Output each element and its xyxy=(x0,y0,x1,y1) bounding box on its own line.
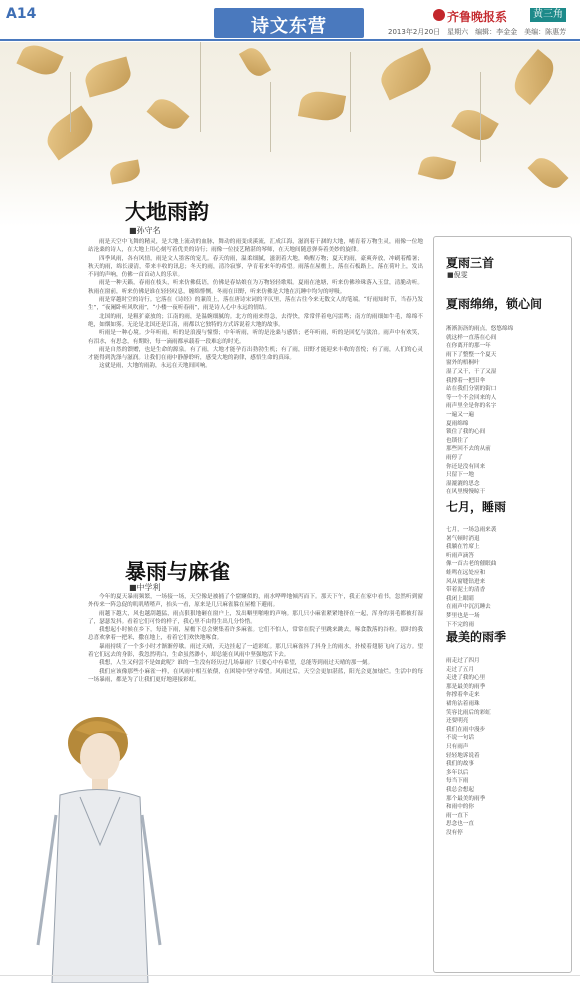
paragraph: 雨越下越大，风也越刮越猛，雨点狠狠地砸在窗户上，发出噼里啪啦的声响。那几只小麻雀紧紧地挤在一起，浑身的羽毛都被打湿了，瑟瑟发抖。看着它们可怜的样子，我心里不由得生出几分怜惜。 xyxy=(88,610,423,625)
leaf-icon xyxy=(239,44,271,80)
paragraph: 我们应该像那些小麻雀一样，在风雨中相互依偎，在困境中坚守希望。风雨过后，天空会更加湛蓝，阳光会更加灿烂。生活中的每一场暴雨，都是为了让我们更好地迎接彩虹。 xyxy=(88,668,423,683)
boy-illustration xyxy=(20,705,170,983)
paragraph: 北国的雨，是粗犷豪放的；江南的雨，是温婉细腻的。北方的雨来得急，去得快，常常伴着电闪雷鸣；南方的雨细如牛毛，绵绵不绝，如烟如雾。无论是北国还是江南，雨都以它独特的方式诉说着大地的故事。 xyxy=(88,313,423,328)
leaf-icon xyxy=(507,49,561,105)
poem-body: 雨走过了四月 走过了五月 走进了我的心里 那是最美的雨季 你撑着伞走来 裙角沾着雨珠 笑容比雨后的彩虹 还要明亮 我们在雨中漫步 不说一句话 只有雨声 轻轻地诉说着 我们的故事 多年以后 每当下雨 我总会想起 那个最美的雨季 和雨中的你 雨一直下 思念也一直 没有停 xyxy=(446,658,491,836)
raindrop-icon xyxy=(480,72,481,162)
brand-tag: 黄三角 xyxy=(530,8,566,22)
newspaper-brand xyxy=(447,8,507,25)
newspaper-logo-icon xyxy=(433,9,445,21)
header-divider xyxy=(0,39,580,41)
arm-line xyxy=(38,815,56,945)
article-author: ■孙守名 xyxy=(129,226,161,235)
paragraph: 我想起小时候在乡下，每逢下雨，屋檐下总会聚集着许多麻雀。它们不怕人，常常在院子里跳来跳去，啄食散落的谷粒。那时的我总喜欢拿着一把米，撒在地上，看着它们欢快地啄食。 xyxy=(88,627,423,642)
raindrop-icon xyxy=(350,52,351,132)
leaf-icon xyxy=(146,93,189,135)
leaf-icon xyxy=(108,160,141,185)
paragraph: 今年的夏天暴雨频繁，一场接一场，天空像是被捅了个窟窿似的，雨水哗哗地倾泻而下。那天下午，我正在家中看书，忽然听到窗外传来一阵急促的叽叽喳喳声，抬头一看，原来是几只麻雀躲在屋檐下避雨。 xyxy=(88,594,423,609)
paragraph: 听雨是一种心境。少年听雨，听的是浪漫与憧憬；中年听雨，听的是沧桑与感悟；老年听雨，听的是回忆与淡泊。雨声中有欢笑，有泪水，有思念，有期盼，每一滴雨都承载着一段难忘的时光。 xyxy=(88,330,423,345)
paragraph: 雨是一种天籁，春雨在枝头，听来仿佛低语，仿佛是春姑娘在为万物轻轻歌唱。夏雨在池塘，听来仿佛珍珠落入玉盘，清脆动听。秋雨在窗前，听来仿佛是谁在轻轻叹息，缠绵悱恻。冬雨在田野，听来仿佛是大地在沉睡中均匀的呼吸。 xyxy=(88,280,423,295)
raindrop-icon xyxy=(200,42,201,132)
leaf-icon xyxy=(298,88,346,123)
face-shape xyxy=(80,733,120,781)
paragraph: 这就是雨，大地的雨韵，永远在天地间回响。 xyxy=(99,363,211,370)
raindrop-icon xyxy=(270,82,271,152)
leaf-icon xyxy=(82,57,134,98)
paragraph: 雨是自然的馈赠，也是生命的源泉。有了雨，大地才能孕育出勃勃生机；有了雨，田野才能迎来丰收的喜悦；有了雨，人们的心灵才能得到洗涤与滋润。让我们在雨中静静聆听，感受大地的韵律，感悟生命的真谛。 xyxy=(88,346,423,362)
poem-body: 淅淅沥沥的雨点，悠悠绵绵 就这样一直落在心间 在你离开的那一年 雨下了整整一个夏天 窗外的梧桐叶 湿了又干，干了又湿 我撑着一把旧伞 站在我们分别的街口 等一个不会回来的人 雨声里全是你的名字 一遍又一遍 夏雨绵绵 锁住了我的心间 也锁住了 那些回不去的从前 雨停了 你还是没有回来 只留下一地 湿漉漉的思念 在风里慢慢晾干 xyxy=(446,326,514,496)
leaf-icon xyxy=(375,48,436,101)
leaf-icon xyxy=(418,153,457,183)
leaf-icon xyxy=(16,42,63,80)
section-title: 诗文东营 xyxy=(251,16,327,37)
poem-title: 七月，睡雨 xyxy=(446,500,507,514)
article-title: 大地雨韵 xyxy=(125,200,209,224)
page-number: A14 xyxy=(6,6,37,22)
footer-divider xyxy=(0,975,580,976)
paragraph: 暴雨持续了一个多小时才渐渐停歇。雨过天晴，天边挂起了一道彩虹。那几只麻雀抖了抖身上的雨水，扑棱着翅膀飞向了远方。望着它们远去的身影，我忽然明白，生命虽然渺小，却总能在风雨中坚强地活下去。 xyxy=(88,643,423,659)
paragraph: 雨是天空中飞舞的精灵，是大地上流动的血脉，舞动的雨变成溪流，汇成江海，滋润着干涸的大地，哺育着万物生灵，雨像一位地站沧桑的诗人，在大地上用心刻写着优美的诗行；雨像一位技艺精湛的琴师，在天地间随意弹奏着美妙的旋律。 xyxy=(88,239,423,254)
paragraph: 雨是穿越时空的诗行。它落在《诗经》的蒹葭上，落在唐诗宋词的平仄里，落在古往今来无数文人的笔端。“好雨知时节，当春乃发生”，“夜阑卧听风吹雨”，“小楼一夜听春雨”，雨是诗人心中永远的情结。 xyxy=(88,297,423,312)
poems-author: ■倪雯 xyxy=(447,271,468,279)
poems-section-title: 夏雨三首 xyxy=(446,256,495,270)
shirt-shape xyxy=(52,789,148,983)
poem-title: 夏雨绵绵，锁心间 xyxy=(446,297,543,311)
leaf-icon xyxy=(527,152,568,193)
article-author: ■中学利 xyxy=(129,583,161,592)
issue-meta: 2013年2月20日 星期六 编辑：李金金 美编：陈惠芳 xyxy=(388,28,567,36)
poem-title: 最美的雨季 xyxy=(446,630,507,644)
rain-leaves-banner xyxy=(0,42,580,227)
paragraph: 四季风雨，各有风情，雨是文人墨客的宠儿。春天的雨，温柔细腻，滋润着大地，唤醒万物；夏天的雨，豪爽奔放，冲刷着酷暑；秋天的雨，绵长凄清，带来丰收的讯息；冬天的雨，清冷寂寥，孕育着来年的希望。雨落在屋檐上，落在石板路上，落在荷叶上，发出不同的声响，仿佛一首首动人的乐章。 xyxy=(88,255,423,279)
paragraph: 我想，人生又何尝不是如此呢？谁的一生没有经历过几场暴雨？只要心中有希望，总能等到雨过天晴的那一刻。 xyxy=(99,660,374,667)
brand-sub: 系 xyxy=(495,10,508,24)
poem-body: 七月，一场急雨来袭 暑气顿时消退 我躺在竹席上 听雨声滴答 像一首古老的催眠曲 蛙鸣在远处应和 风从窗缝钻进来 带着泥土的清香 我闭上眼睛 在雨声中沉沉睡去 梦里也是一场 下不完的雨 xyxy=(446,527,497,628)
brand-name: 齐鲁晚报 xyxy=(447,10,496,24)
leaf-icon xyxy=(451,104,499,147)
article-body xyxy=(88,238,423,550)
article-title: 暴雨与麻雀 xyxy=(125,560,230,584)
raindrop-icon xyxy=(70,72,71,132)
